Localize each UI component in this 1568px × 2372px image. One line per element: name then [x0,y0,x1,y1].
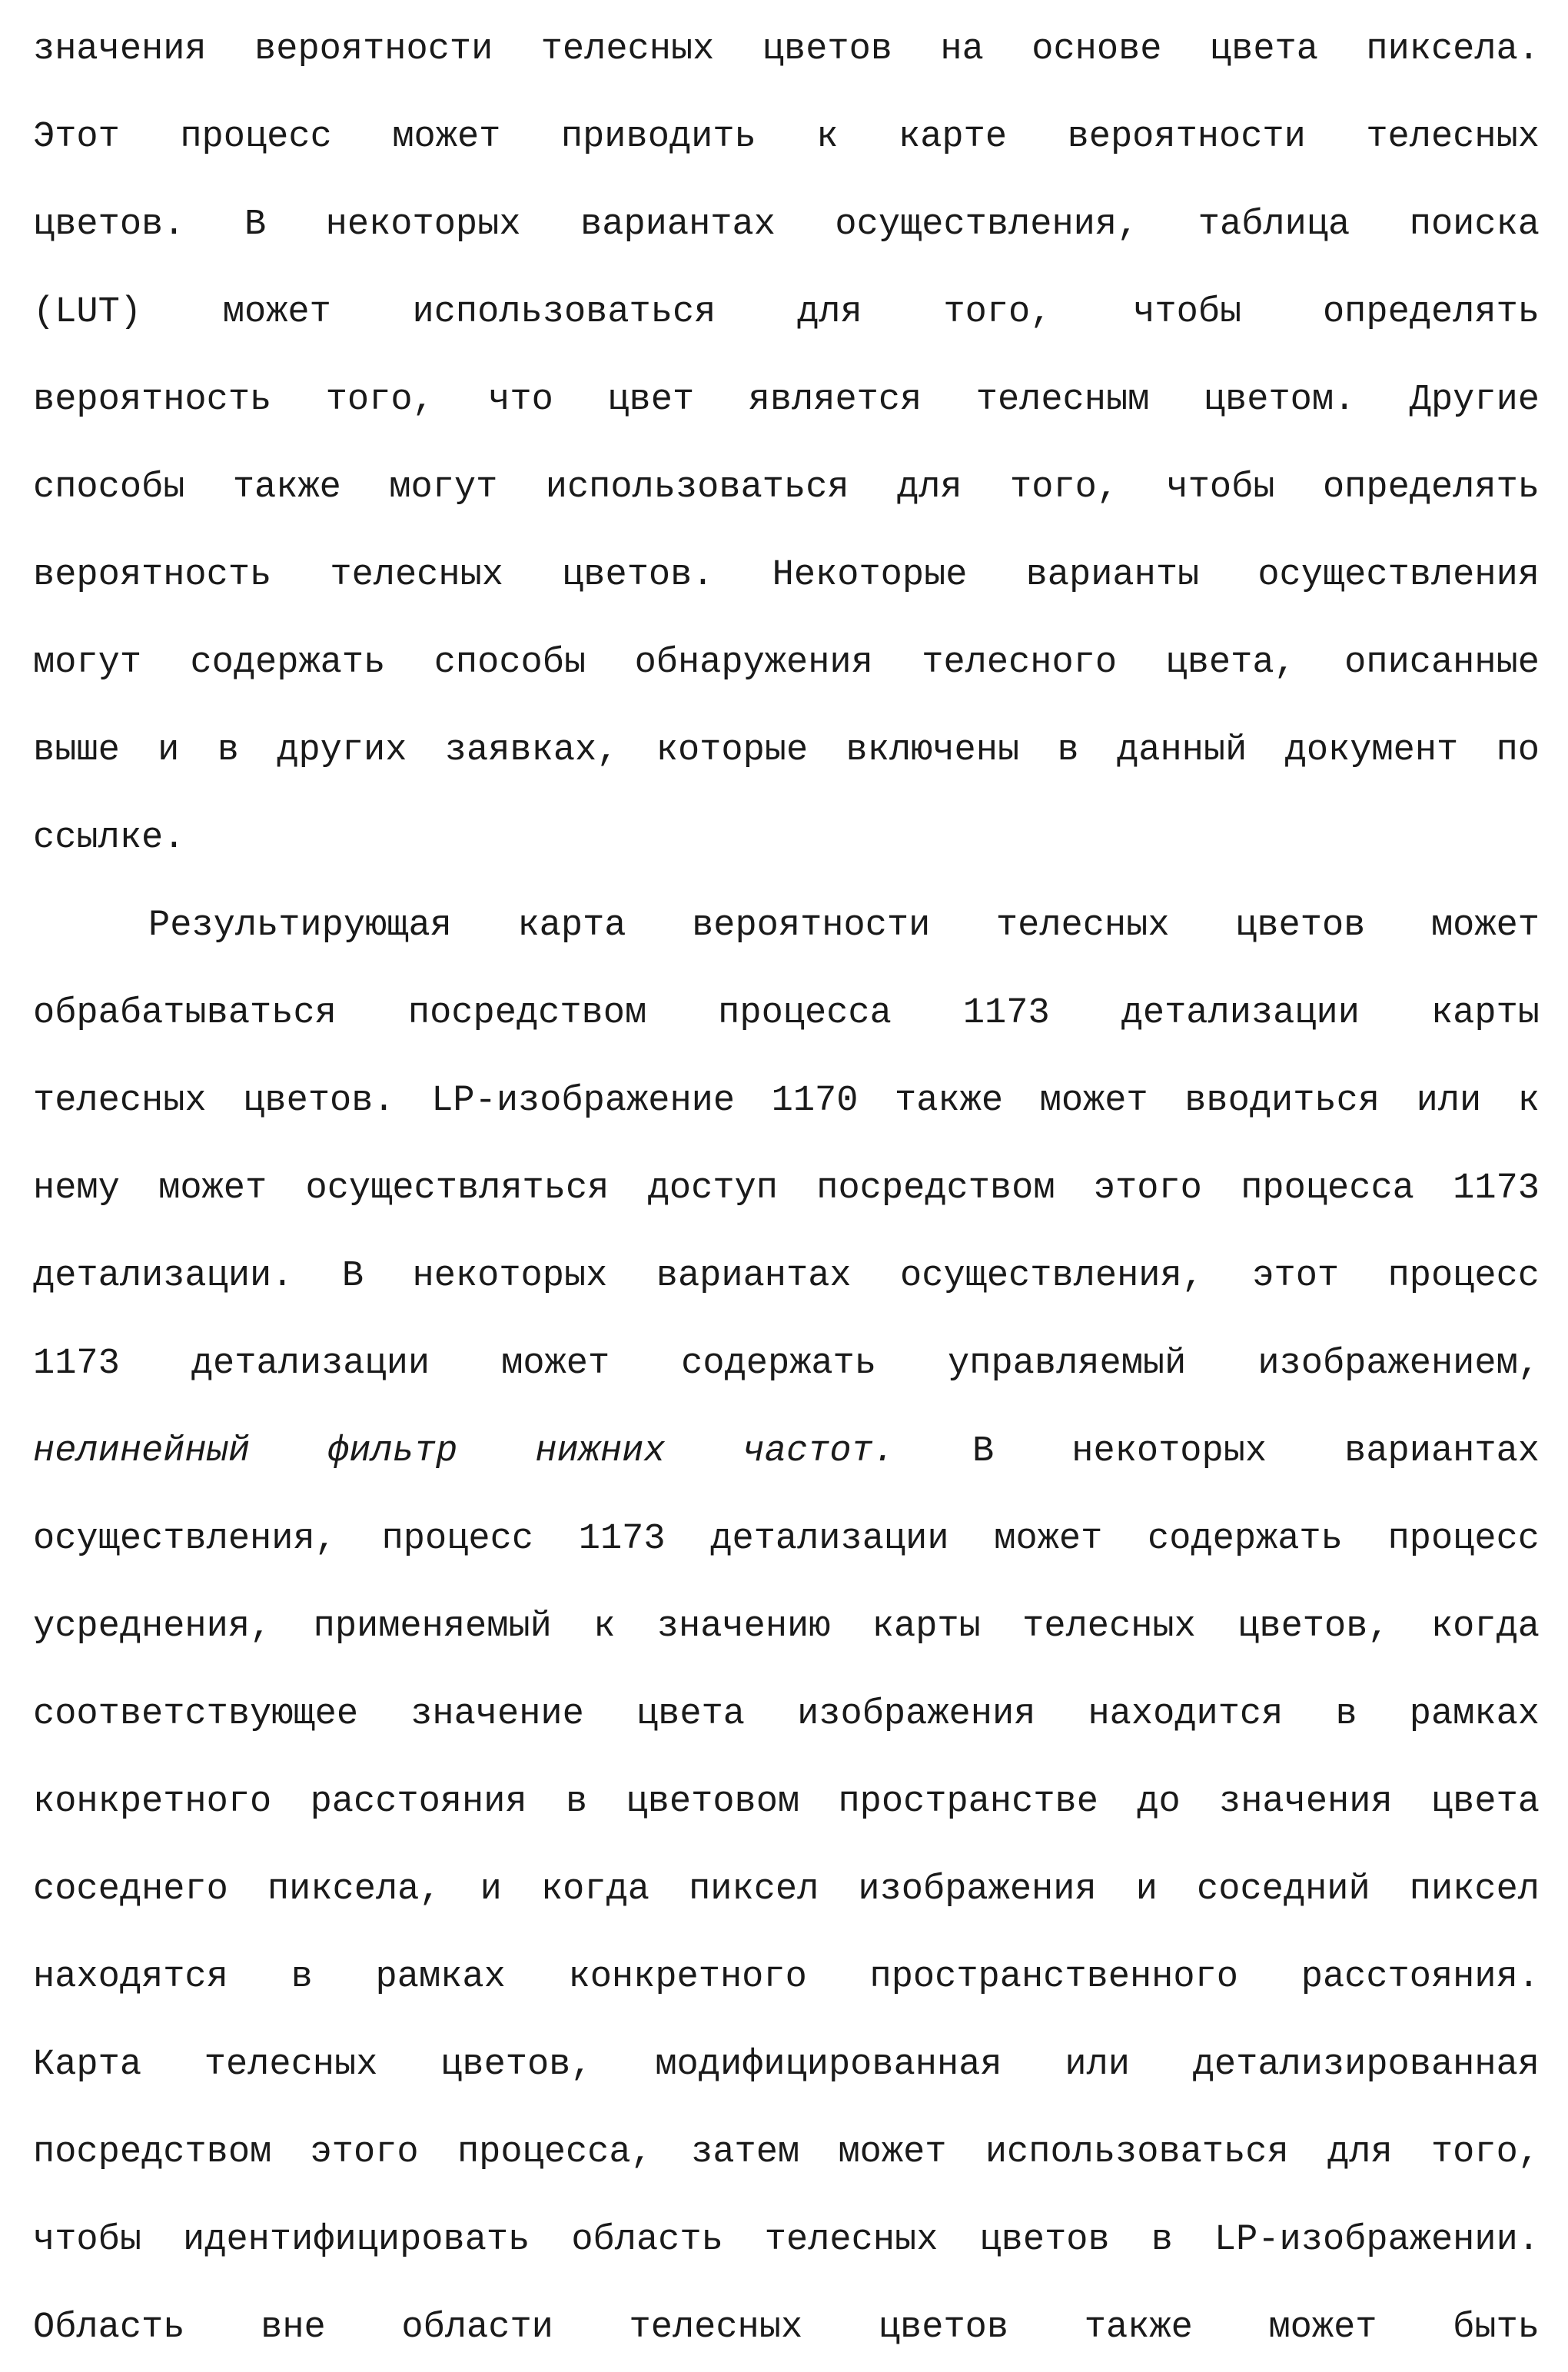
text-line: находятся в рамках конкретного пространственного расстояния. [33,1934,1540,2022]
text-line [33,1408,1540,1496]
text-line: обрабатываться посредством процесса 1173 детализации карты [33,970,1540,1058]
text-line: осуществления, процесс 1173 детализации может содержать процесс [33,1496,1540,1583]
text-line: конкретного расстояния в цветовом пространстве до значения цвета [33,1759,1540,1846]
text-line: Этот процесс может приводить к карте вероятности телесных [33,94,1540,181]
text-line: способы также могут использоваться для того, чтобы определять [33,444,1540,532]
text-line: могут содержать способы обнаружения телесного цвета, описанные [33,620,1540,707]
text-line: телесных цветов. LP-изображение 1170 также может вводиться или к [33,1058,1540,1145]
text-line: 1173 детализации может содержать управляемый изображением, [33,1321,1540,1408]
text-line: значения вероятности телесных цветов на основе цвета пиксела. [33,6,1540,94]
text-line: нему может осуществляться доступ посредством этого процесса 1173 [33,1145,1540,1233]
text-line: чтобы идентифицировать область телесных цветов в LP-изображении. [33,2197,1540,2284]
text-line: усреднения, применяемый к значению карты телесных цветов, когда [33,1583,1540,1671]
text-line: посредством этого процесса, затем может использоваться для того, [33,2109,1540,2197]
document-page [33,6,1540,2372]
italic-term: нелинейный фильтр нижних частот. [33,1431,895,1472]
text-line: детализации. В некоторых вариантах осуществления, этот процесс [33,1233,1540,1321]
text-line: цветов. В некоторых вариантах осуществления, таблица поиска [33,181,1540,269]
text-line: выше и в других заявках, которые включены в данный документ по [33,707,1540,795]
text-line: соответствующее значение цвета изображения находится в рамках [33,1671,1540,1759]
text-line: вероятность телесных цветов. Некоторые варианты осуществления [33,532,1540,620]
text-line: Карта телесных цветов, модифицированная или детализированная [33,2022,1540,2109]
text-segment: В некоторых вариантах [972,1431,1540,1472]
text-line: вероятность того, что цвет является телесным цветом. Другие [33,357,1540,444]
text-line: Область вне области телесных цветов также может быть [33,2284,1540,2372]
text-line: (LUT) может использоваться для того, чтобы определять [33,269,1540,357]
text-line: Результирующая карта вероятности телесных цветов может [33,882,1540,970]
text-line: ссылке. [33,795,1540,882]
text-line: соседнего пиксела, и когда пиксел изображения и соседний пиксел [33,1846,1540,1934]
